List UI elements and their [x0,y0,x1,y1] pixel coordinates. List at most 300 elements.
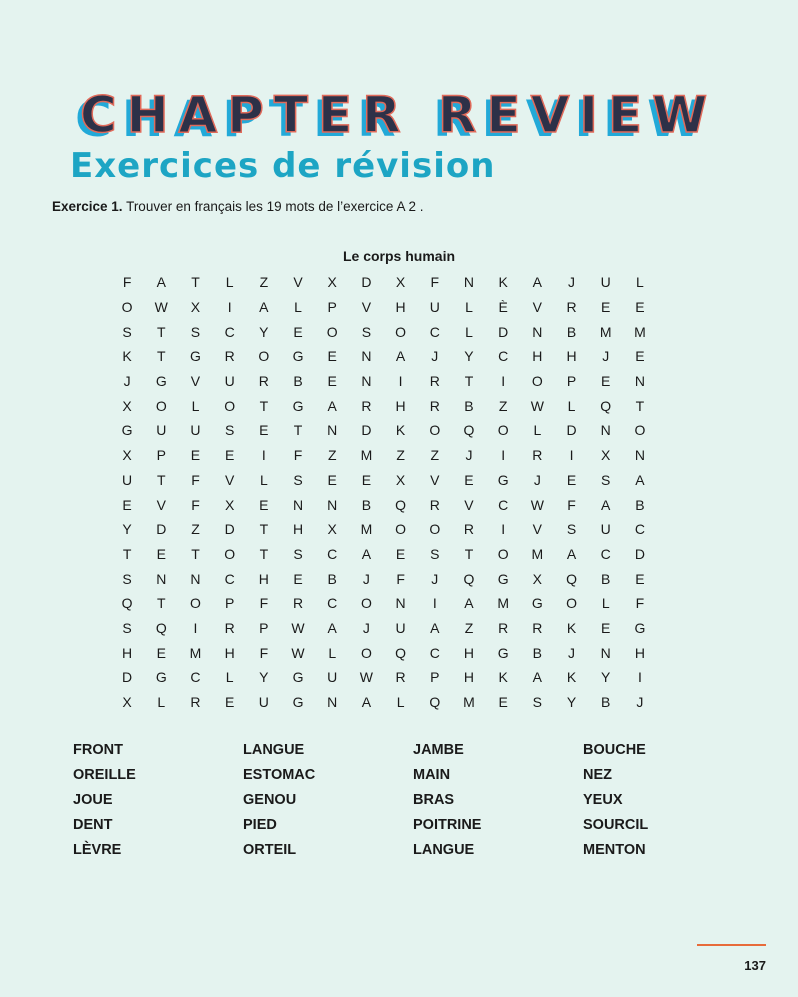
grid-letter: M [497,595,509,612]
word-list-item: PIED [243,816,277,833]
grid-letter: Q [121,595,133,612]
grid-letter: O [429,422,441,439]
grid-letter: S [361,323,372,340]
grid-letter: V [464,496,474,513]
grid-letter: G [190,348,201,365]
grid-letter: F [430,274,440,291]
grid-letter: Q [463,570,475,587]
grid-letter: X [395,471,406,488]
grid-letter: U [429,299,440,316]
grid-letter: F [122,274,132,291]
grid-letter: O [326,323,338,340]
grid-letter: A [532,669,543,686]
grid-letter: E [464,471,474,488]
grid-letter: T [157,348,166,365]
grid-letter: Q [155,619,167,636]
grid-letter: D [634,545,645,562]
exercise-instruction-text: Trouver en français les 19 mots de l’exercice A 2 . [122,199,424,214]
grid-letter: S [293,471,303,488]
grid-letter: K [395,422,406,439]
grid-letter: H [634,644,645,661]
grid-letter: X [395,274,406,291]
grid-letter: R [258,373,269,390]
word-list-item: MAIN [413,766,451,783]
grid-letter: G [634,619,646,636]
grid-letter: E [156,644,166,661]
grid-letter: U [258,694,269,711]
grid-letter: E [327,373,337,390]
grid-letter: H [292,521,304,538]
grid-letter: E [635,299,645,316]
word-list-item: OREILLE [73,766,136,783]
grid-letter: A [327,619,337,636]
grid-letter: B [327,570,337,587]
grid-letter: E [635,348,645,365]
grid-letter: Z [498,397,508,414]
word-list-item: BOUCHE [583,741,646,758]
grid-letter: I [193,619,198,636]
grid-letter: A [566,545,577,562]
grid-letter: X [532,570,543,587]
grid-letter: J [568,644,576,661]
grid-letter: A [532,274,543,291]
grid-letter: I [398,373,403,390]
grid-letter: G [121,422,133,439]
grid-letter: A [259,299,269,316]
grid-letter: U [156,422,167,439]
grid-letter: N [634,447,645,464]
grid-letter: I [501,521,506,538]
grid-letter: H [395,397,406,414]
grid-letter: È [498,299,508,316]
grid-letter: R [429,373,440,390]
grid-letter: O [497,545,509,562]
grid-letter: O [224,397,236,414]
grid-letter: A [464,595,474,612]
grid-letter: J [636,694,644,711]
grid-letter: L [259,471,268,488]
grid-letter: P [259,619,269,636]
grid-letter: E [635,570,645,587]
grid-letter: K [122,348,132,365]
grid-letter: B [361,496,372,513]
grid-letter: R [224,348,235,365]
word-list-item: LÈVRE [73,841,122,858]
grid-letter: C [224,323,235,340]
grid-letter: L [396,694,405,711]
grid-letter: O [395,323,407,340]
grid-letter: F [567,496,576,513]
grid-letter: T [293,422,303,439]
grid-letter: E [259,496,269,513]
puzzle-title: Le corps humain [342,248,456,264]
grid-letter: G [497,471,509,488]
grid-letter: L [225,274,234,291]
grid-letter: V [532,521,543,538]
grid-letter: R [395,669,406,686]
grid-letter: O [566,595,577,612]
grid-letter: E [601,619,611,636]
grid-letter: E [566,471,577,488]
exercise-instruction [52,199,423,214]
grid-letter: O [190,595,201,612]
word-list-item: SOURCIL [583,816,649,833]
grid-letter: U [600,274,611,291]
grid-letter: E [293,570,303,587]
grid-letter: A [395,348,406,365]
word-list-item: LANGUE [413,841,475,858]
grid-letter: X [224,496,235,513]
grid-letter: Z [191,521,200,538]
grid-letter: W [359,669,374,686]
grid-letter: A [156,274,166,291]
grid-letter: L [567,397,576,414]
grid-letter: S [122,323,132,340]
grid-letter: G [155,373,167,390]
grid-letter: U [327,669,338,686]
grid-letter: T [635,397,645,414]
grid-letter: L [157,694,166,711]
grid-letter: Q [429,694,441,711]
grid-letter: X [327,274,337,291]
grid-letter: E [395,545,406,562]
grid-letter: H [463,644,475,661]
grid-letter: H [463,669,475,686]
grid-letter: B [293,373,303,390]
grid-letter: Y [464,348,474,365]
grid-letter: H [566,348,577,365]
grid-letter: V [430,471,440,488]
grid-letter: I [227,299,232,316]
grid-letter: N [600,422,611,439]
word-list-item: YEUX [583,791,623,808]
grid-letter: V [361,299,372,316]
grid-letter: P [224,595,235,612]
grid-letter: M [634,323,646,340]
word-list-item: JOUE [73,791,113,808]
grid-letter: D [156,521,167,538]
grid-letter: C [600,545,611,562]
word-list-item: FRONT [73,741,123,758]
grid-letter: Q [395,644,407,661]
grid-letter: K [498,669,508,686]
grid-letter: Y [601,669,611,686]
grid-letter: O [224,545,236,562]
grid-letter: D [224,521,235,538]
grid-letter: M [360,447,373,464]
grid-letter: C [327,545,338,562]
grid-letter: A [327,397,337,414]
grid-letter: N [361,348,372,365]
grid-letter: L [533,422,542,439]
grid-letter: J [465,447,473,464]
grid-letter: O [497,422,509,439]
grid-letter: E [601,299,611,316]
grid-letter: N [327,694,338,711]
grid-letter: S [566,521,577,538]
grid-letter: K [566,619,577,636]
grid-letter: T [464,545,474,562]
grid-letter: B [464,397,474,414]
grid-letter: T [191,274,200,291]
grid-letter: S [293,545,303,562]
grid-letter: C [498,496,509,513]
grid-letter: T [157,323,166,340]
grid-letter: P [327,299,337,316]
word-list [73,737,753,862]
grid-letter: E [327,348,337,365]
grid-letter: G [292,348,304,365]
grid-letter: P [566,373,577,390]
grid-letter: D [361,422,372,439]
grid-letter: V [156,496,166,513]
grid-letter: M [189,644,202,661]
grid-letter: R [429,496,440,513]
grid-letter: Z [259,274,269,291]
grid-letter: N [361,373,372,390]
grid-letter: S [430,545,440,562]
grid-letter: S [122,570,132,587]
grid-letter: E [498,694,508,711]
grid-letter: B [635,496,645,513]
grid-letter: U [395,619,406,636]
grid-letter: F [191,496,200,513]
grid-letter: H [224,644,235,661]
grid-letter: R [429,397,440,414]
grid-letter: T [259,521,269,538]
grid-letter: E [327,471,337,488]
grid-letter: U [224,373,235,390]
grid-letter: Q [395,496,407,513]
grid-letter: E [156,545,166,562]
grid-letter: N [190,570,201,587]
grid-letter: E [601,373,611,390]
footer-rule [697,944,766,946]
grid-letter: E [361,471,372,488]
grid-letter: I [569,447,574,464]
grid-letter: Y [259,669,269,686]
word-list-item: ESTOMAC [243,766,316,783]
grid-letter: W [530,496,544,513]
grid-letter: Z [430,447,440,464]
grid-letter: H [532,348,543,365]
grid-letter: B [566,323,577,340]
grid-letter: L [636,274,644,291]
grid-letter: P [156,447,166,464]
grid-letter: F [259,644,269,661]
grid-letter: A [361,545,372,562]
grid-letter: Y [122,521,132,538]
grid-letter: R [532,447,543,464]
word-list-item: DENT [73,816,113,833]
grid-letter: R [292,595,304,612]
grid-letter: Y [259,323,269,340]
grid-letter: T [157,595,166,612]
grid-letter: W [291,619,305,636]
grid-letter: A [361,694,372,711]
grid-letter: G [292,397,304,414]
grid-letter: J [568,274,576,291]
grid-letter: E [293,323,303,340]
grid-letter: G [292,694,304,711]
grid-letter: U [190,422,201,439]
word-list-item: LANGUE [243,741,305,758]
grid-letter: V [190,373,201,390]
grid-letter: R [498,619,509,636]
grid-letter: E [224,447,235,464]
grid-letter: X [601,447,611,464]
grid-letter: F [293,447,303,464]
grid-letter: D [498,323,509,340]
grid-letter: K [566,669,577,686]
grid-letter: V [224,471,235,488]
grid-letter: V [293,274,303,291]
section-subtitle: Exercices de révision [70,146,496,186]
grid-letter: S [601,471,611,488]
grid-letter: T [122,545,132,562]
grid-letter: L [294,299,302,316]
grid-letter: T [259,397,269,414]
grid-letter: S [190,323,201,340]
grid-letter: M [360,521,373,538]
grid-letter: E [190,447,201,464]
page-number: 137 [744,958,766,973]
grid-letter: S [532,694,543,711]
grid-letter: I [501,447,506,464]
grid-letter: N [463,274,475,291]
grid-letter: O [360,644,372,661]
grid-letter: S [122,619,132,636]
grid-letter: X [122,397,132,414]
grid-letter: E [259,422,269,439]
grid-letter: W [291,644,305,661]
grid-letter: T [259,545,269,562]
grid-letter: Q [463,422,475,439]
word-list-item: ORTEIL [243,841,297,858]
grid-letter: O [429,521,441,538]
grid-letter: O [121,299,133,316]
word-search-grid [110,270,657,714]
grid-letter: D [122,669,133,686]
grid-letter: F [259,595,269,612]
grid-letter: Z [464,619,474,636]
grid-letter: L [465,323,473,340]
grid-letter: T [464,373,474,390]
grid-letter: D [361,274,372,291]
grid-letter: J [362,570,370,587]
grid-letter: J [602,348,610,365]
grid-letter: O [258,348,270,365]
grid-letter: C [327,595,338,612]
grid-letter: M [531,545,544,562]
grid-letter: M [599,323,612,340]
word-list-item: BRAS [413,791,455,808]
grid-letter: B [601,694,611,711]
grid-letter: Y [566,694,577,711]
grid-letter: X [122,694,132,711]
grid-letter: A [601,496,611,513]
grid-letter: N [634,373,645,390]
grid-letter: G [531,595,543,612]
word-list-item: NEZ [583,766,612,783]
grid-letter: W [530,397,544,414]
grid-letter: R [566,299,577,316]
grid-letter: J [431,348,439,365]
grid-letter: K [498,274,508,291]
grid-letter: Z [327,447,337,464]
grid-letter: T [191,545,200,562]
grid-letter: Q [600,397,612,414]
grid-letter: X [190,299,201,316]
grid-letter: R [224,619,235,636]
grid-letter: M [463,694,475,711]
chapter-title: CHAPTER REVIEW [80,86,718,144]
grid-letter: E [224,694,235,711]
grid-letter: N [292,496,304,513]
exercise-label: Exercice 1. [52,199,123,214]
grid-letter: G [292,669,304,686]
grid-letter: C [190,669,201,686]
grid-letter: O [634,422,646,439]
grid-letter: V [532,299,543,316]
word-list-item: GENOU [243,791,297,808]
grid-letter: W [154,299,168,316]
grid-letter: B [532,644,543,661]
grid-letter: G [497,570,509,587]
grid-letter: J [533,471,541,488]
grid-letter: F [191,471,200,488]
grid-letter: A [635,471,645,488]
grid-letter: N [532,323,543,340]
grid-letter: N [156,570,167,587]
grid-letter: F [635,595,645,612]
grid-letter: T [157,471,166,488]
grid-letter: R [190,694,201,711]
word-list-item: POITRINE [413,816,482,833]
grid-letter: X [122,447,132,464]
grid-letter: C [429,644,440,661]
grid-letter: C [498,348,509,365]
grid-letter: L [601,595,610,612]
grid-letter: O [395,521,407,538]
grid-letter: I [432,595,437,612]
grid-letter: O [360,595,372,612]
grid-letter: U [600,521,611,538]
grid-letter: H [395,299,406,316]
grid-letter: L [225,669,234,686]
grid-letter: L [191,397,200,414]
grid-letter: L [465,299,473,316]
grid-letter: C [634,521,645,538]
grid-letter: N [327,496,338,513]
word-list-item: MENTON [583,841,646,858]
grid-letter: I [637,669,642,686]
grid-letter: R [361,397,372,414]
grid-letter: P [430,669,440,686]
grid-letter: L [328,644,337,661]
grid-letter: D [566,422,577,439]
grid-letter: J [123,373,131,390]
word-list-item: JAMBE [413,741,464,758]
grid-letter: F [396,570,405,587]
grid-letter: C [429,323,440,340]
grid-letter: O [531,373,543,390]
grid-letter: I [261,447,266,464]
grid-letter: Z [396,447,405,464]
grid-letter: B [601,570,611,587]
grid-letter: U [122,471,133,488]
grid-letter: E [122,496,132,513]
